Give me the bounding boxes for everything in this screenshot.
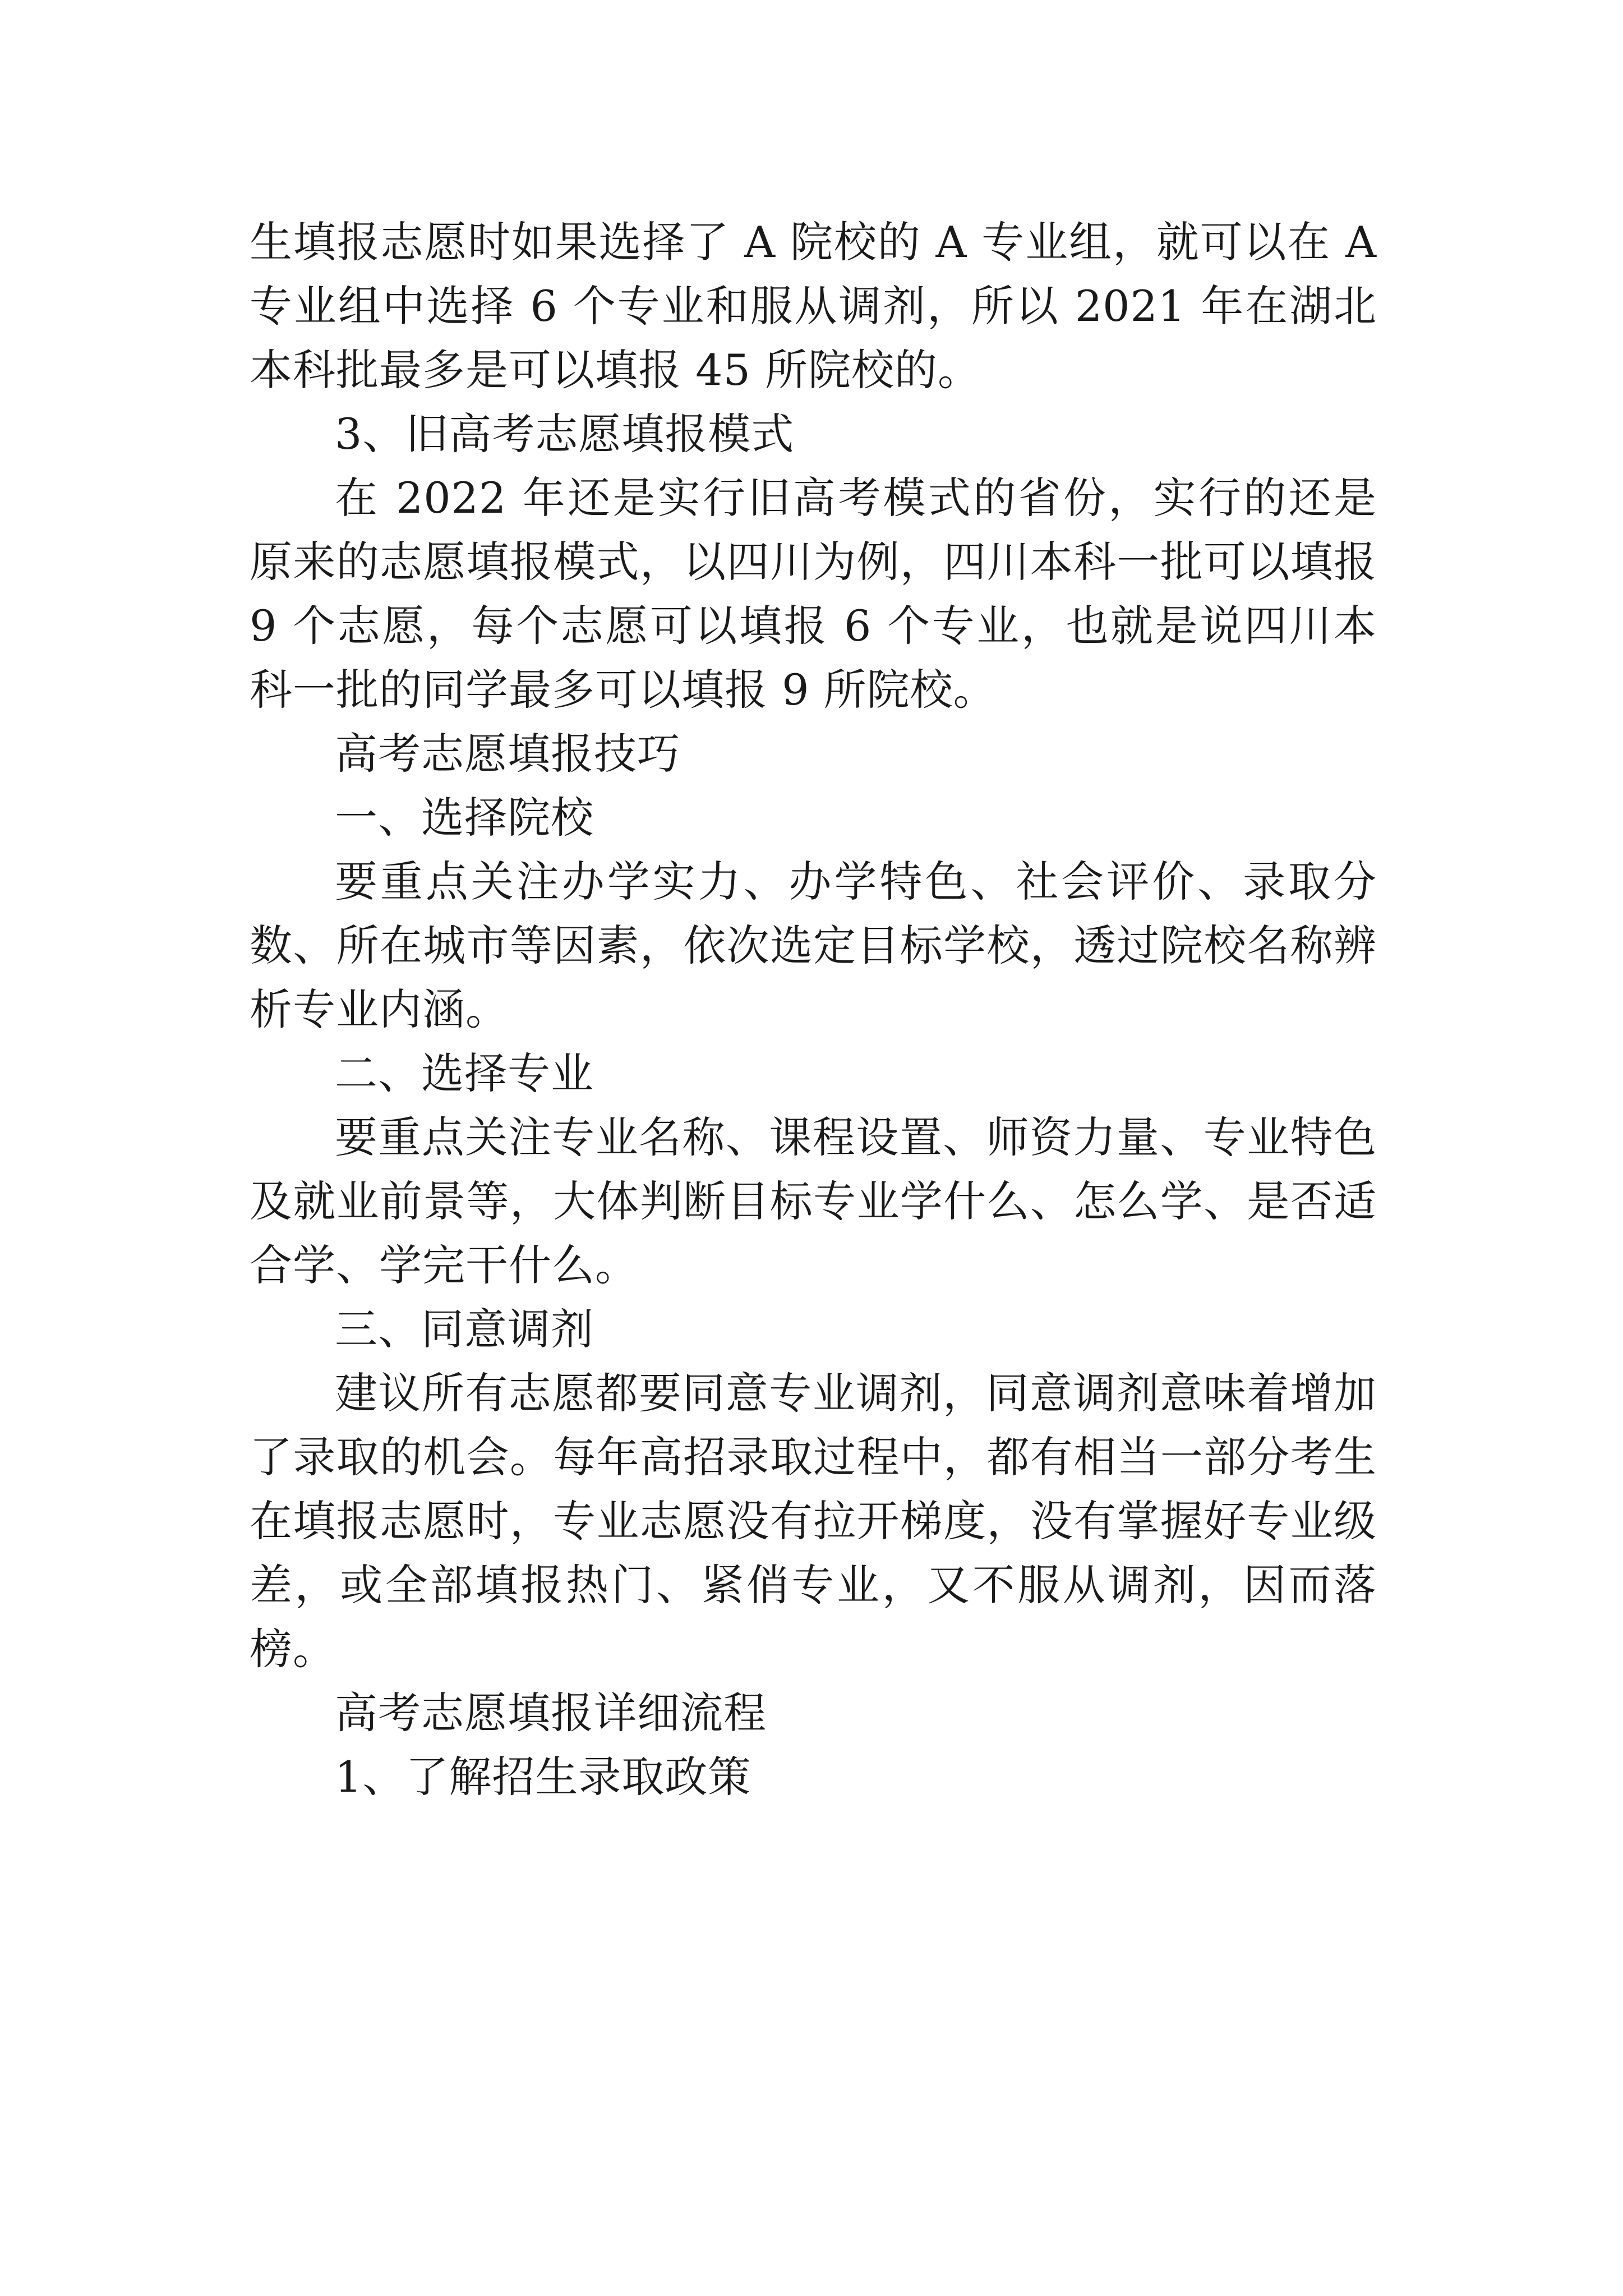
section-heading-tips: 高考志愿填报技巧 [335,729,680,779]
paragraph-choose-school: 要重点关注办学实力、办学特色、社会评价、录取分数、所在城市等因素，依次选定目标学校，透过院校名称辨析专业内涵。 [250,857,1377,1034]
subheading-policy: 1、了解招生录取政策 [335,1752,751,1802]
paragraph-adjustment: 建议所有志愿都要同意专业调剂，同意调剂意味着增加了录取的机会。每年高招录取过程中，都有相当一部分考生在填报志愿时，专业志愿没有拉开梯度，没有掌握好专业级差，或全部填报热门、紧俏专业，又不服从调剂，因而落榜。 [250,1368,1377,1674]
subheading-adjustment: 三、同意调剂 [335,1304,594,1354]
subheading-choose-major: 二、选择专业 [335,1048,594,1098]
paragraph-choose-major: 要重点关注专业名称、课程设置、师资力量、专业特色及就业前景等，大体判断目标专业学什么、怎么学、是否适合学、学完干什么。 [250,1112,1377,1290]
paragraph-continuation: 生填报志愿时如果选择了 A 院校的 A 专业组，就可以在 A 专业组中选择 6 个专业和服从调剂，所以 2021 年在湖北本科批最多是可以填报 45 所院校的。 [250,217,1377,395]
paragraph-old-mode: 在 2022 年还是实行旧高考模式的省份，实行的还是原来的志愿填报模式，以四川为例，四川本科一批可以填报 9 个志愿，每个志愿可以填报 6 个专业，也就是说四川本科一批的同学最多可以填报 9 所院校。 [250,473,1377,715]
section-heading-process: 高考志愿填报详细流程 [335,1688,767,1738]
subheading-choose-school: 一、选择院校 [335,793,594,843]
section-heading-old-mode: 3、旧高考志愿填报模式 [335,409,795,459]
document-body [250,210,1377,1809]
